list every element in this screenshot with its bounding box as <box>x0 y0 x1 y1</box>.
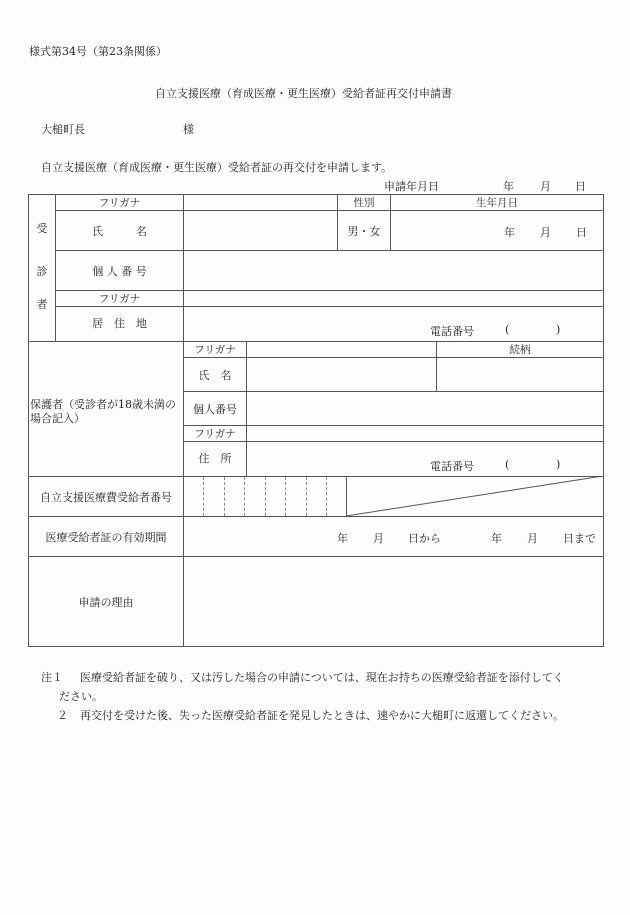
guardian-address-furigana-label: フリガナ <box>194 427 236 440</box>
patient-id-label: 個 人 番 号 <box>92 264 147 278</box>
recipient-number-label: 自立支援医療費受給者番号 <box>40 490 172 504</box>
addressee-name: 大槌町長 <box>41 123 85 136</box>
validity-to-year: 年 <box>491 532 502 545</box>
table-border-bottom <box>28 646 604 647</box>
validity-to-day: 日まで <box>563 532 596 545</box>
validity-from-month: 月 <box>373 532 384 545</box>
guardian-address-label: 住 所 <box>198 452 232 465</box>
guardian-name-label: 氏 名 <box>198 368 232 382</box>
patient-address-furigana-label: フリガナ <box>98 292 141 305</box>
note-2-text: 再交付を受けた後、失った医療受給者証を発見したときは、速やかに大槌町に返還してください。 <box>80 709 564 722</box>
form-number: 様式第34号（第23条関係） <box>29 45 167 58</box>
dob-year: 年 <box>504 226 515 239</box>
dob-month: 月 <box>540 226 551 239</box>
patient-phone-label: 電話番号 <box>430 325 474 338</box>
patient-address-label: 居 住 地 <box>92 317 147 330</box>
patient-phone-close: ) <box>556 323 561 336</box>
reason-label: 申請の理由 <box>78 595 134 609</box>
table-border-right <box>603 194 604 647</box>
patient-section-label-2: 診 <box>36 265 48 278</box>
application-date-day: 日 <box>575 180 586 193</box>
guardian-section-label: 保護者（受診者が18歳未満の場合記入） <box>30 398 176 425</box>
patient-furigana-label: フリガナ <box>98 196 141 209</box>
guardian-furigana-label: フリガナ <box>194 343 236 356</box>
guardian-phone-open: ( <box>505 458 510 471</box>
patient-phone-open: ( <box>505 323 510 336</box>
validity-label: 医療受給者証の有効期間 <box>45 530 167 544</box>
validity-field[interactable] <box>184 517 603 556</box>
patient-address-furigana-field[interactable] <box>184 291 603 306</box>
validity-from-year: 年 <box>337 532 348 545</box>
patient-section-label-1: 受 <box>36 222 48 235</box>
guardian-id-label: 個人番号 <box>193 402 237 416</box>
guardian-address-field[interactable] <box>247 442 603 476</box>
validity-to-month: 月 <box>527 532 538 545</box>
note-1-number: 注１ <box>41 671 63 684</box>
page-title: 自立支援医療（育成医療・更生医療）受給者証再交付申請書 <box>155 87 452 100</box>
guardian-relation-field[interactable] <box>437 358 603 391</box>
addressee-honorific: 様 <box>183 123 194 136</box>
patient-furigana-field[interactable] <box>184 195 337 210</box>
guardian-name-field[interactable] <box>247 358 436 391</box>
guardian-id-field[interactable] <box>247 392 603 425</box>
sex-select[interactable]: 男・女 <box>347 224 381 238</box>
application-date-label: 申請年月日 <box>384 180 439 193</box>
guardian-phone-label: 電話番号 <box>430 460 474 473</box>
note-1-text: 医療受給者証を破り、又は汚した場合の申請については、現在お持ちの医療受給者証を添付してく <box>80 671 564 684</box>
sex-label: 性別 <box>353 196 375 209</box>
guardian-furigana-field[interactable] <box>247 342 436 357</box>
guardian-address-furigana-field[interactable] <box>247 426 603 441</box>
diagonal-strike <box>346 476 604 517</box>
validity-from-day: 日から <box>408 532 441 545</box>
reason-field[interactable] <box>184 557 603 646</box>
guardian-relation-label: 続柄 <box>509 343 531 356</box>
patient-id-field[interactable] <box>184 251 603 290</box>
application-date-month: 月 <box>540 180 551 193</box>
dob-label: 生年月日 <box>476 196 518 209</box>
patient-name-label: 氏 名 <box>92 224 147 238</box>
guardian-phone-close: ) <box>556 458 561 471</box>
recipient-number-field[interactable] <box>184 477 346 516</box>
intro-text: 自立支援医療（育成医療・更生医療）受給者証の再交付を申請します。 <box>41 161 393 174</box>
application-date-year: 年 <box>503 180 514 193</box>
note-1-continuation: ださい。 <box>59 690 103 703</box>
patient-name-field[interactable] <box>184 211 337 250</box>
note-2-number: ２ <box>57 709 68 722</box>
dob-field[interactable] <box>391 211 603 250</box>
patient-address-field[interactable] <box>184 307 603 341</box>
dob-day: 日 <box>576 226 587 239</box>
patient-section-label-3: 者 <box>36 298 48 311</box>
